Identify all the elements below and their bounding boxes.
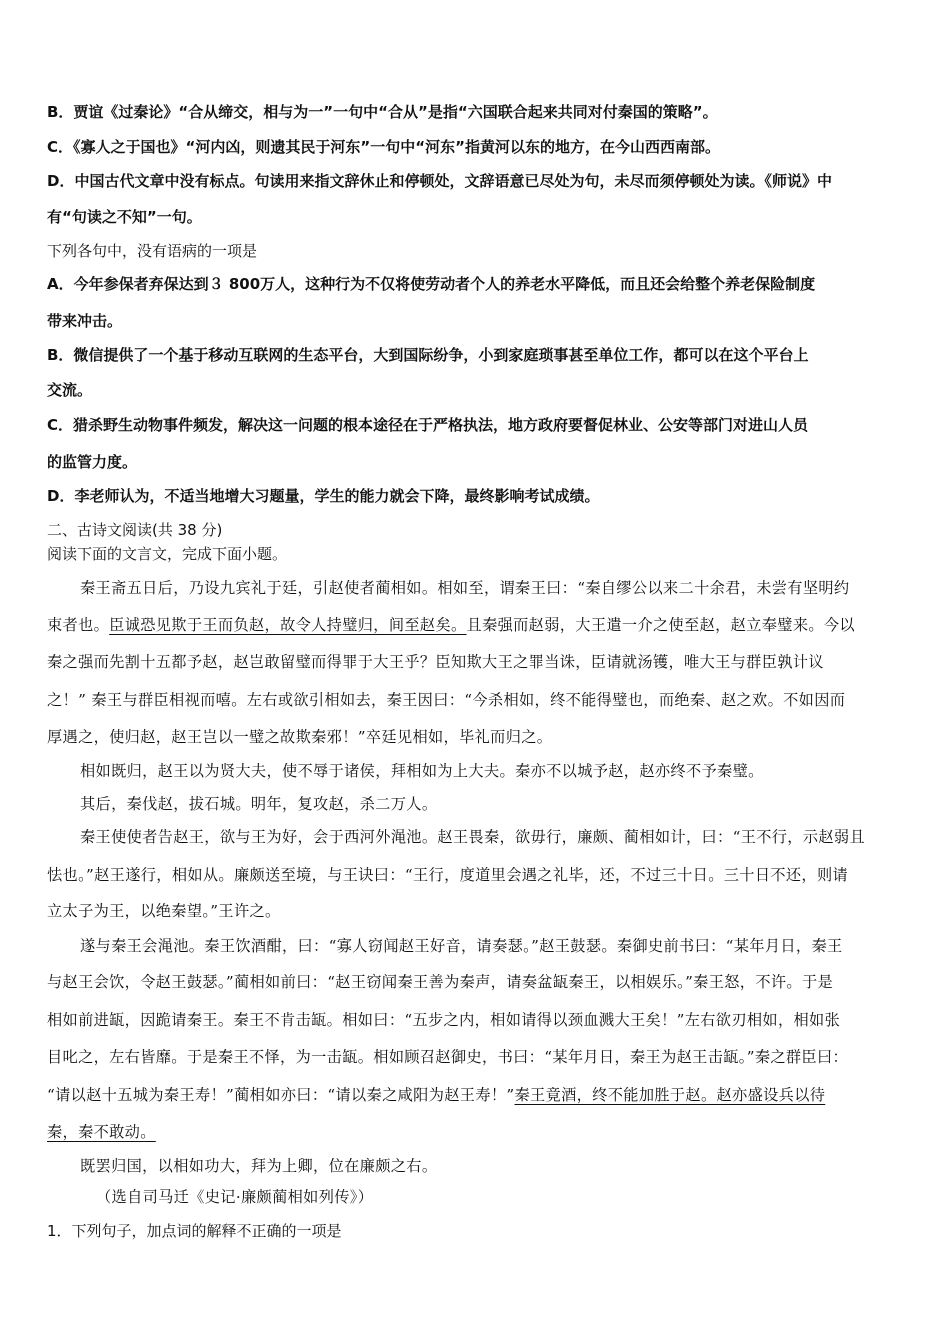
passage-text: “请以赵十五城为秦王寿！”蔺相如亦曰：“请以秦之咸阳为赵王寿！” [47, 1086, 515, 1104]
question-stem: 下列各句中，没有语病的一项是 [47, 242, 258, 260]
q2-option-c-line2: 的监管力度。 [47, 453, 138, 471]
underlined-sentence: 秦，秦不敢动。 [47, 1123, 156, 1141]
passage-p4-line3: 立太子为王，以绝秦望。”王许之。 [47, 902, 281, 920]
option-d-text-line1: D．中国古代文章中没有标点。句读用来指文辞休止和停顿处，文辞语意已尽处为句，未尽而须停顿处为读。《师说》中 [47, 172, 832, 190]
passage-p5-line4: 目叱之，左右皆靡。于是秦王不怿，为一击缻。相如顾召赵御史，书曰：“某年月日，秦王为赵王击缻。”秦之群臣曰： [47, 1048, 849, 1066]
section-instruction: 阅读下面的文言文，完成下面小题。 [47, 545, 288, 563]
q2-option-b-line1: B．微信提供了一个基于移动互联网的生态平台，大到国际纷争，小到家庭琐事甚至单位工作，都可以在这个平台上 [47, 346, 809, 364]
passage-p1-line3: 秦之强而先割十五都予赵，赵岂敢留璧而得罪于大王乎？臣知欺大王之罪当诛，臣请就汤镬，唯大王与群臣孰计议 [47, 653, 824, 671]
passage-p1-line4: 之！” 秦王与群臣相视而嘻。左右或欲引相如去，秦王因曰：“今杀相如，终不能得璧也，而绝秦、赵之欢。不如因而 [47, 691, 846, 709]
passage-source: （选自司马迁《史记·廉颇蔺相如列传》） [96, 1188, 374, 1206]
option-d-text-line2: 有“句读之不知”一句。 [47, 208, 202, 226]
option-b-text: B．贾谊《过秦论》“合从缔交，相与为一”一句中“合从”是指“六国联合起来共同对付秦国的策略”。 [47, 103, 718, 121]
underlined-sentence: 臣诚恐见欺于王而负赵，故令人持璧归，间至赵矣。 [109, 616, 467, 634]
section-title: 二、古诗文阅读(共 38 分) [47, 521, 223, 539]
passage-p5-line3: 相如前进缻，因跪请秦王。秦王不肯击缻。相如曰：“五步之内，相如请得以颈血溅大王矣！”左右欲刃相如，相如张 [47, 1011, 841, 1029]
passage-text: 且秦强而赵弱，大王遣一介之使至赵，赵立奉璧来。今以 [466, 616, 855, 634]
q2-option-d: D．李老师认为，不适当地增大习题量，学生的能力就会下降，最终影响考试成绩。 [47, 487, 600, 505]
passage-p1-line5: 厚遇之，使归赵，赵王岂以一璧之故欺秦邪！”卒廷见相如，毕礼而归之。 [47, 728, 553, 746]
underlined-sentence: 秦王竟酒，终不能加胜于赵。赵亦盛设兵以待 [514, 1086, 826, 1104]
passage-p4-line2: 怯也。”赵王遂行，相如从。廉颇送至境，与王诀曰：“王行，度道里会遇之礼毕，还，不过三十日。三十日不还，则请 [47, 866, 849, 884]
passage-p1-line2 [47, 614, 905, 636]
passage-p3: 其后，秦伐赵，拔石城。明年，复攻赵，杀二万人。 [80, 795, 438, 813]
option-c-text: C．《寡人之于国也》“河内凶，则遗其民于河东”一句中“河东”指黄河以东的地方，在今山西西南部。 [47, 138, 720, 156]
passage-text: 束者也。 [47, 616, 110, 634]
passage-p5-line2: 与赵王会饮，令赵王鼓瑟。”蔺相如前曰：“赵王窃闻秦王善为秦声，请奏盆缻秦王，以相娱乐。”秦王怒，不许。于是 [47, 973, 834, 991]
passage-p2: 相如既归，赵王以为贤大夫，使不辱于诸侯，拜相如为上大夫。秦亦不以城予赵，赵亦终不予秦璧。 [80, 762, 764, 780]
passage-p6: 既罢归国，以相如功大，拜为上卿，位在廉颇之右。 [80, 1157, 438, 1175]
passage-p5-line5 [47, 1084, 905, 1106]
passage-p1-line1: 秦王斋五日后，乃设九宾礼于廷，引赵使者蔺相如。相如至，谓秦王曰：“秦自缪公以来二十余君，未尝有坚明约 [80, 579, 850, 597]
question-1-stem: 1．下列句子，加点词的解释不正确的一项是 [47, 1222, 342, 1240]
q2-option-b-line2: 交流。 [47, 381, 93, 399]
q2-option-a-line2: 带来冲击。 [47, 312, 123, 330]
q2-option-a-line1: A．今年参保者弃保达到３ 800万人，这种行为不仅将使劳动者个人的养老水平降低，而且还会给整个养老保险制度 [47, 275, 816, 293]
passage-p4-line1: 秦王使使者告赵王，欲与王为好，会于西河外渑池。赵王畏秦，欲毋行，廉颇、蔺相如计，曰：“王不行，示赵弱且 [80, 828, 865, 846]
passage-p5-line6 [47, 1121, 905, 1143]
passage-p5-line1: 遂与秦王会渑池。秦王饮酒酣，曰：“寡人窃闻赵王好音，请奏瑟。”赵王鼓瑟。秦御史前书曰：“某年月日，秦王 [80, 937, 843, 955]
q2-option-c-line1: C．猎杀野生动物事件频发，解决这一问题的根本途径在于严格执法，地方政府要督促林业、公安等部门对进山人员 [47, 416, 809, 434]
